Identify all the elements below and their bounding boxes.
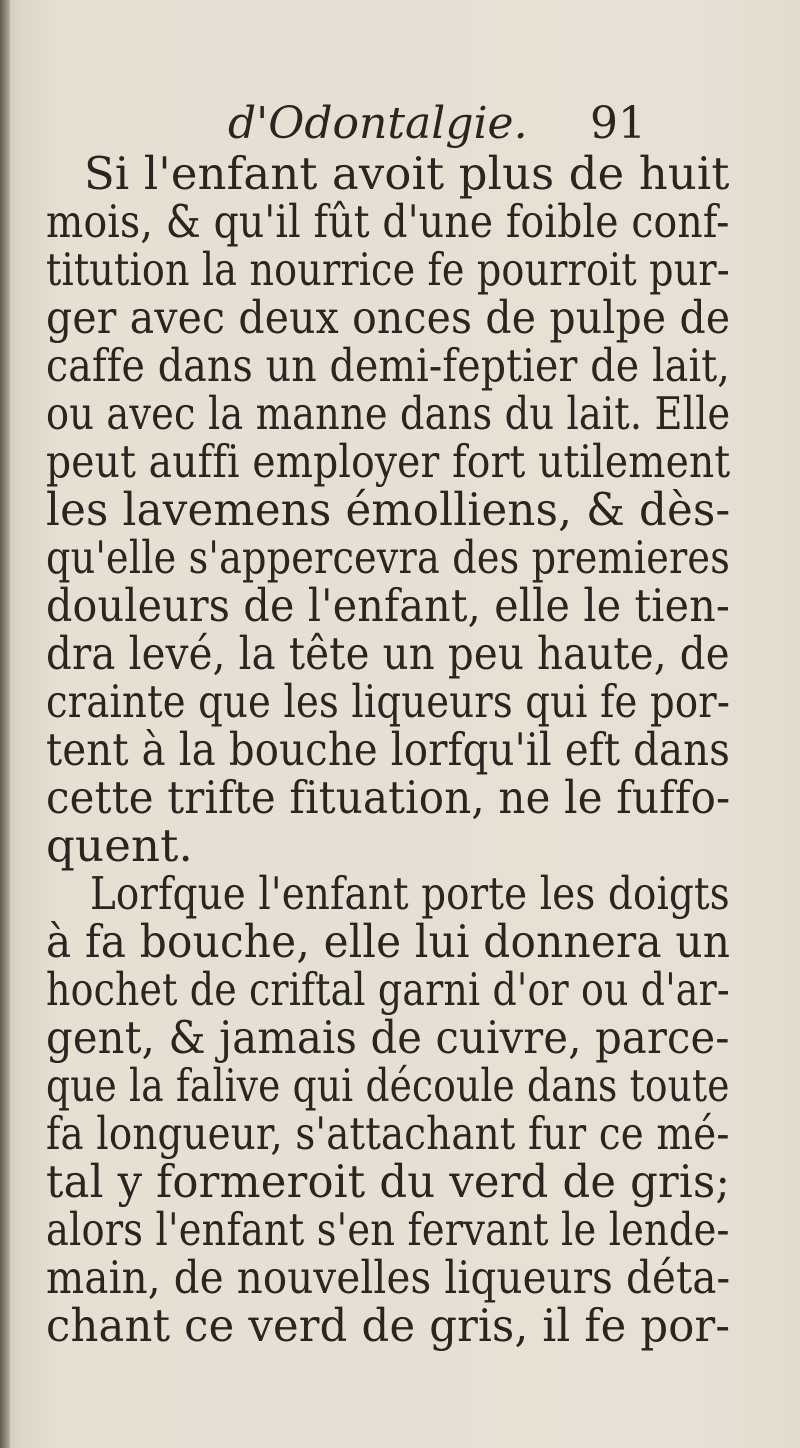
page-number: 91 <box>590 98 646 149</box>
text-line: quent. <box>46 819 193 872</box>
page-gutter <box>0 0 10 1448</box>
page-header <box>0 98 800 154</box>
running-title: d'Odontalgie. <box>228 98 528 149</box>
text-line: titution la nourrice fe pourroit pur- <box>46 243 730 296</box>
text-line: alors l'enfant s'en fervant le lende- <box>46 1203 730 1256</box>
text-line: fa longueur, s'attachant fur ce mé- <box>46 1107 730 1160</box>
text-line: tent à la bouche lorfqu'il eft dans <box>46 723 731 776</box>
text-line: caffe dans un demi-feptier de lait, <box>46 339 731 392</box>
text-line: crainte que les liqueurs qui fe por- <box>46 675 731 728</box>
text-line: tal y formeroit du verd de gris; <box>46 1155 731 1208</box>
text-line: douleurs de l'enfant, elle le tien- <box>46 579 731 632</box>
text-line: mois, & qu'il fût d'une foible conf- <box>46 195 730 248</box>
text-line: ou avec la manne dans du lait. Elle <box>46 387 731 440</box>
text-line: chant ce verd de gris, il fe por- <box>46 1299 731 1352</box>
text-line: hochet de criftal garni d'or ou d'ar- <box>46 963 730 1016</box>
text-line: ger avec deux onces de pulpe de <box>46 291 731 344</box>
text-line: dra levé, la tête un peu haute, de <box>46 627 730 680</box>
text-line: qu'elle s'appercevra des premieres <box>46 531 730 584</box>
text-line: à fa bouche, elle lui donnera un <box>46 915 731 968</box>
text-line: que la falive qui découle dans toute <box>46 1059 730 1112</box>
text-line: gent, & jamais de cuivre, parce- <box>46 1011 730 1064</box>
text-line: peut auffi employer fort utilement <box>46 435 731 488</box>
text-line: Si l'enfant avoit plus de huit <box>84 147 730 200</box>
text-line: Lorfque l'enfant porte les doigts <box>90 867 730 920</box>
text-line: cette trifte fituation, ne le fuffo- <box>46 771 731 824</box>
text-line: main, de nouvelles liqueurs déta- <box>46 1251 731 1304</box>
text-line: les lavemens émolliens, & dès- <box>46 483 731 536</box>
